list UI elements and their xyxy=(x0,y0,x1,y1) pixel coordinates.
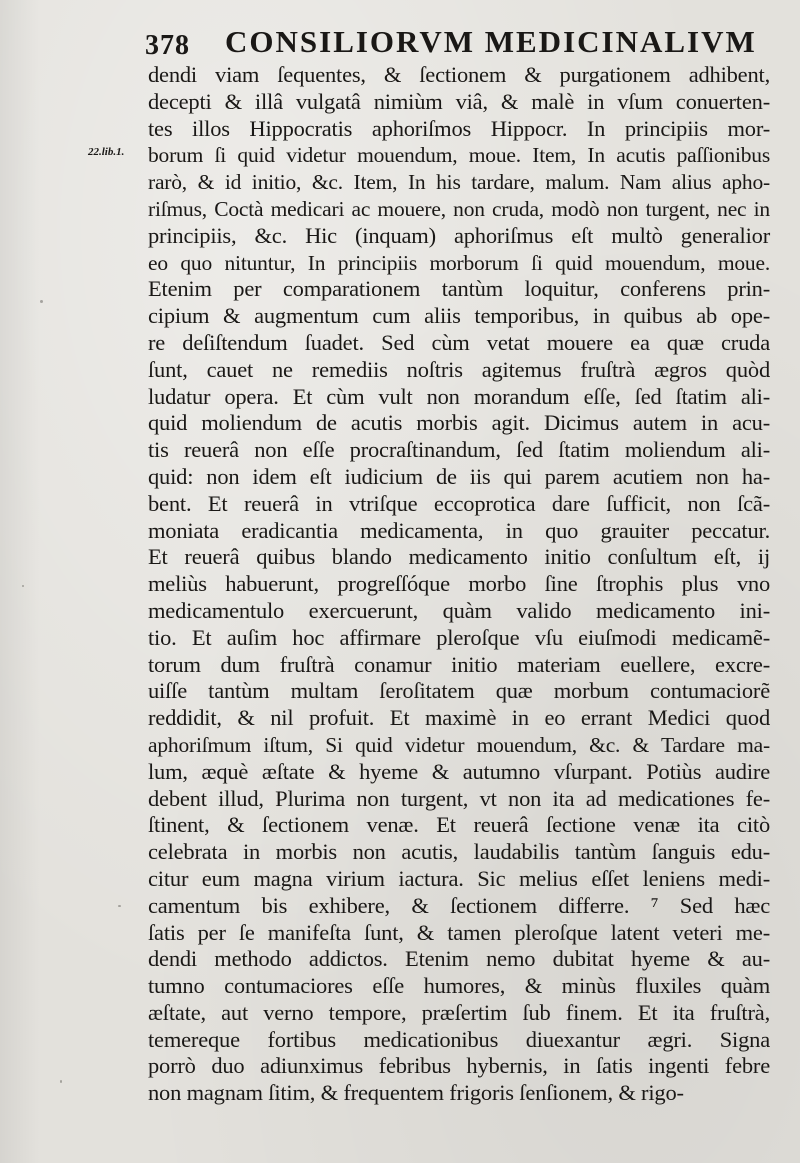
text-line: aphoriſmum iſtum, Si quid videtur mouendum, &c. & Tardare ma- xyxy=(148,732,770,757)
text-line: debent illud, Plurima non turgent, vt non ita ad medicationes fe- xyxy=(148,785,770,811)
page-edge-shadow xyxy=(0,0,40,1163)
text-line: bent. Et reuerâ in vtriſque eccoprotica dare ſufficit, non ſcã- xyxy=(148,490,770,516)
paper-speck xyxy=(40,300,43,303)
text-line: re deſiſtendum ſuadet. Sed cùm vetat mouere ea quæ cruda xyxy=(148,329,770,355)
text-line: lum, æquè æſtate & hyeme & autumno vſurpant. Potiùs audire xyxy=(148,758,770,784)
body-text xyxy=(148,62,770,1107)
text-line: ſunt, cauet ne remediis noſtris agitemus fruſtrà ægros quòd xyxy=(148,356,770,382)
running-title: CONSILIORVM MEDICINALIVM xyxy=(225,24,757,59)
text-line: Et reuerâ quibus blando medicamento initio conſultum eſt, ij xyxy=(148,544,770,570)
text-line: riſmus, Coctà medicari ac mouere, non cruda, modò non turgent, nec in xyxy=(148,196,770,221)
text-line: tis reuerâ non eſſe procraſtinandum, ſed ſtatim moliendum ali- xyxy=(148,437,770,463)
text-line: eo quo nituntur, In principiis morborum ſi quid mouendum, moue. xyxy=(148,250,770,275)
text-line: porrò duo adiunximus febribus hybernis, in ſatis ingenti febre xyxy=(148,1053,770,1079)
text-line: tes illos Hippocratis aphoriſmos Hippocr. In principiis mor- xyxy=(148,115,770,141)
text-line: æſtate, aut verno tempore, præſertim ſub finem. Et ita fruſtrà, xyxy=(148,999,770,1025)
paper-speck xyxy=(118,905,121,907)
text-line: non magnam ſitim, & frequentem frigoris ſenſionem, & rigo- xyxy=(148,1080,684,1106)
text-line: torum dum fruſtrà conamur initio materiam euellere, excre- xyxy=(148,651,770,677)
text-line: principiis, &c. Hic (inquam) aphoriſmus eſt multò generalior xyxy=(148,222,770,248)
text-line: reddidit, & nil profuit. Et maximè in eo errant Medici quod xyxy=(148,705,770,731)
text-line: celebrata in morbis non acutis, laudabilis tantùm ſanguis edu- xyxy=(148,839,770,865)
text-line: camentum bis exhibere, & ſectionem differre. ⁷ Sed hæc xyxy=(148,892,770,918)
text-line: dendi methodo addictos. Etenim nemo dubitat hyeme & au- xyxy=(148,946,770,972)
text-line: borum ſi quid videtur mouendum, moue. Item, In acutis paſſionibus xyxy=(148,143,770,168)
text-line: ſatis per ſe manifeſta ſunt, & tamen pleroſque latent veteri me- xyxy=(148,919,770,945)
text-line: decepti & illâ vulgatâ nimiùm viâ, & malè in vſum conuerten- xyxy=(148,88,770,114)
text-line: cipium & augmentum cum aliis temporibus, in quibus ab ope- xyxy=(148,303,770,329)
text-line: meliùs habuerunt, progreſſóque morbo ſine ſtrophis plus vno xyxy=(148,571,770,597)
paper-speck xyxy=(60,1080,62,1083)
text-line: moniata eradicantia medicamenta, in quo grauiter peccatur. xyxy=(148,517,770,543)
text-line: tumno contumaciores eſſe humores, & minùs fluxiles quàm xyxy=(148,973,770,999)
margin-note: 22.lib.1. xyxy=(88,146,125,158)
text-line: ſtinent, & ſectionem venæ. Et reuerâ ſectione venæ ita citò xyxy=(148,812,770,838)
text-line: uiſſe tantùm multam ſeroſitatem quæ morbum contumaciorẽ xyxy=(148,678,770,704)
page-number: 378 xyxy=(145,30,190,61)
text-line: tio. Et auſim hoc affirmare pleroſque vſu eiuſmodi medicamẽ- xyxy=(148,624,770,650)
text-line: quid moliendum de acutis morbis agit. Dicimus autem in acu- xyxy=(148,410,770,436)
text-line: rarò, & id initio, &c. Item, In his tardare, malum. Nam alius apho- xyxy=(148,170,770,195)
text-line: temereque fortibus medicationibus diuexantur ægri. Signa xyxy=(148,1026,770,1052)
paper-speck xyxy=(22,585,24,587)
text-line: ludatur opera. Et cùm vult non morandum eſſe, ſed ſtatim ali- xyxy=(148,383,770,409)
text-line: citur eum magna virium iactura. Sic melius eſſet leniens medi- xyxy=(148,865,770,891)
text-line: medicamentulo exercuerunt, quàm valido medicamento ini- xyxy=(148,597,770,623)
text-line: dendi viam ſequentes, & ſectionem & purgationem adhibent, xyxy=(148,62,770,87)
text-line: Etenim per comparationem tantùm loquitur, conferens prin- xyxy=(148,276,770,302)
text-line: quid: non idem eſt iudicium de iis qui parem acutiem non ha- xyxy=(148,463,770,489)
